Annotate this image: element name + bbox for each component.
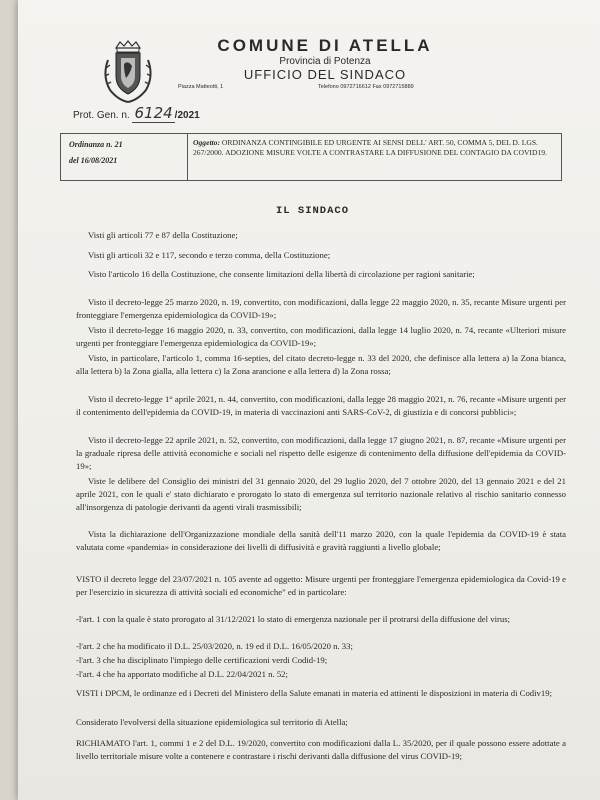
protocol-year: /2021 [174,110,200,121]
office-address: Piazza Matteotti, 1 [178,84,224,90]
paragraph: Visto il decreto-legge 1° aprile 2021, n. 44, convertito, con modificazioni, dalla legge 28 maggio 2021, n. 76, recante «Misure urgenti per il contenimento dell'epidemia da COVID-19, in materia di vaccinazioni anti SARS-CoV-2, di giustizia e di concorsi pubblici»; [76,394,566,417]
protocol-line [73,104,200,122]
document-page [18,0,600,800]
paragraph: Visto il decreto-legge 16 maggio 2020, n. 33, convertito, con modificazioni, dalla legge 14 luglio 2020, n. 74, recante «Ulteriori misure urgenti per fronteggiare l'emergenza epidemiologica da COVID-19»; [76,325,566,348]
paragraph: VISTO il decreto legge del 23/07/2021 n. 105 avente ad oggetto: Misure urgenti per fronteggiare l'emergenza epidemiologica da Covid-19 e per l'esercizio in sicurezza di attività sociali ed economiche" ed in particolare: [76,574,566,597]
protocol-label: Prot. Gen. n. [73,110,130,121]
paragraph: Visto il decreto-legge 25 marzo 2020, n. 19, convertito, con modificazioni, dalla legge 22 maggio 2020, n. 35, recante Misure urgenti per fronteggiare l'emergenza epidemiologica da COVID-19»; [76,297,566,320]
paragraph: Vista la dichiarazione dell'Organizzazione mondiale della sanità dell'11 marzo 2020, con la quale l'epidemia da COVID-19 è stata valutata come «pandemia» in considerazione dei livelli di diffusività e gravità raggiunti a livello globale; [76,529,566,552]
protocol-number: 6124 [134,104,173,122]
paragraph: Considerato l'evolversi della situazione epidemiologica sul territorio di Atella; [76,717,348,727]
paragraph: RICHIAMATO l'art. 1, commi 1 e 2 del D.L. 19/2020, convertito con modificazioni dalla L. 35/2020, per il quale possono essere adottate a livello territoriale misure volte a contenere e contrastare i rischi derivanti dalla diffusione del virus COVID-19; [76,738,566,761]
list-item: -l'art. 4 che ha apportato modifiche al D.L. 22/04/2021 n. 52; [76,669,288,679]
section-heading: IL SINDACO [276,205,350,217]
list-item: -l'art. 3 che ha disciplinato l'impiego delle certificazioni verdi Codid-19; [76,655,328,665]
municipality-title: COMUNE DI ATELLA [217,36,433,55]
ordinance-box [60,133,562,181]
ordinance-date: del 16/08/2021 [69,156,118,165]
paragraph: VISTI i DPCM, le ordinanze ed i Decreti del Ministero della Salute emanati in materia ed attinenti le disposizioni in materia di Codiv19; [76,688,553,698]
ordinance-number: Ordinanza n. 21 [69,140,123,149]
paragraph: Visti gli articoli 77 e 87 della Costituzione; [88,230,238,240]
office-phone: Telefono 0972716612 Fax 0972715889 [318,84,414,90]
coat-of-arms-icon [100,40,156,106]
subject-text: ORDINANZA CONTINGIBILE ED URGENTE AI SENSI DELL' ART. 50, COMMA 5, DEL D. LGS. 267/2000. ADOZIONE MISURE VOLTE A CONTRASTARE LA DIFFUSIONE DEL CONTAGIO DA COVID19. [193,138,547,157]
paragraph: Visto, in particolare, l'articolo 1, comma 16-septies, del citato decreto-legge n. 33 del 2020, che definisce alla lettera a) la Zona bianca, alla lettera b) la Zona gialla, alla lettera c) la Zona arancione e alla lettera d) la Zona rossa; [76,353,566,376]
ordinance-subject [193,138,555,158]
paragraph: Visti gli articoli 32 e 117, secondo e terzo comma, della Costituzione; [88,250,331,260]
list-item: -l'art. 2 che ha modificato il D.L. 25/03/2020, n. 19 ed il D.L. 16/05/2020 n. 33; [76,641,353,651]
paragraph: Visto il decreto-legge 22 aprile 2021, n. 52, convertito, con modificazioni, dalla legge 17 giugno 2021, n. 87, recante «Misure urgenti per la graduale ripresa delle attività economiche e sociali nel rispetto delle esigenze di contenimento della diffusione dell'epidemia da COVID-19»; [76,435,566,471]
province-label: Provincia di Potenza [279,56,371,67]
box-divider [187,134,188,180]
subject-label: Oggetto: [193,138,220,147]
office-label: UFFICIO DEL SINDACO [243,67,407,82]
paragraph: Viste le delibere del Consiglio dei ministri del 31 gennaio 2020, del 29 luglio 2020, del 7 ottobre 2020, del 13 gennaio 2021 e del 21 aprile 2021, con le quali e' stato dichiarato e prorogato lo stato di emergenza sul territorio nazionale relativo al rischio sanitario connesso all'insorgenza di patologie derivanti da agenti virali trasmissibili; [76,476,566,512]
list-item: -l'art. 1 con la quale è stato prorogato al 31/12/2021 lo stato di emergenza nazionale per il protrarsi della diffusione del virus; [76,614,511,624]
paragraph: Visto l'articolo 16 della Costituzione, che consente limitazioni della libertà di circolazione per ragioni sanitarie; [88,269,475,279]
